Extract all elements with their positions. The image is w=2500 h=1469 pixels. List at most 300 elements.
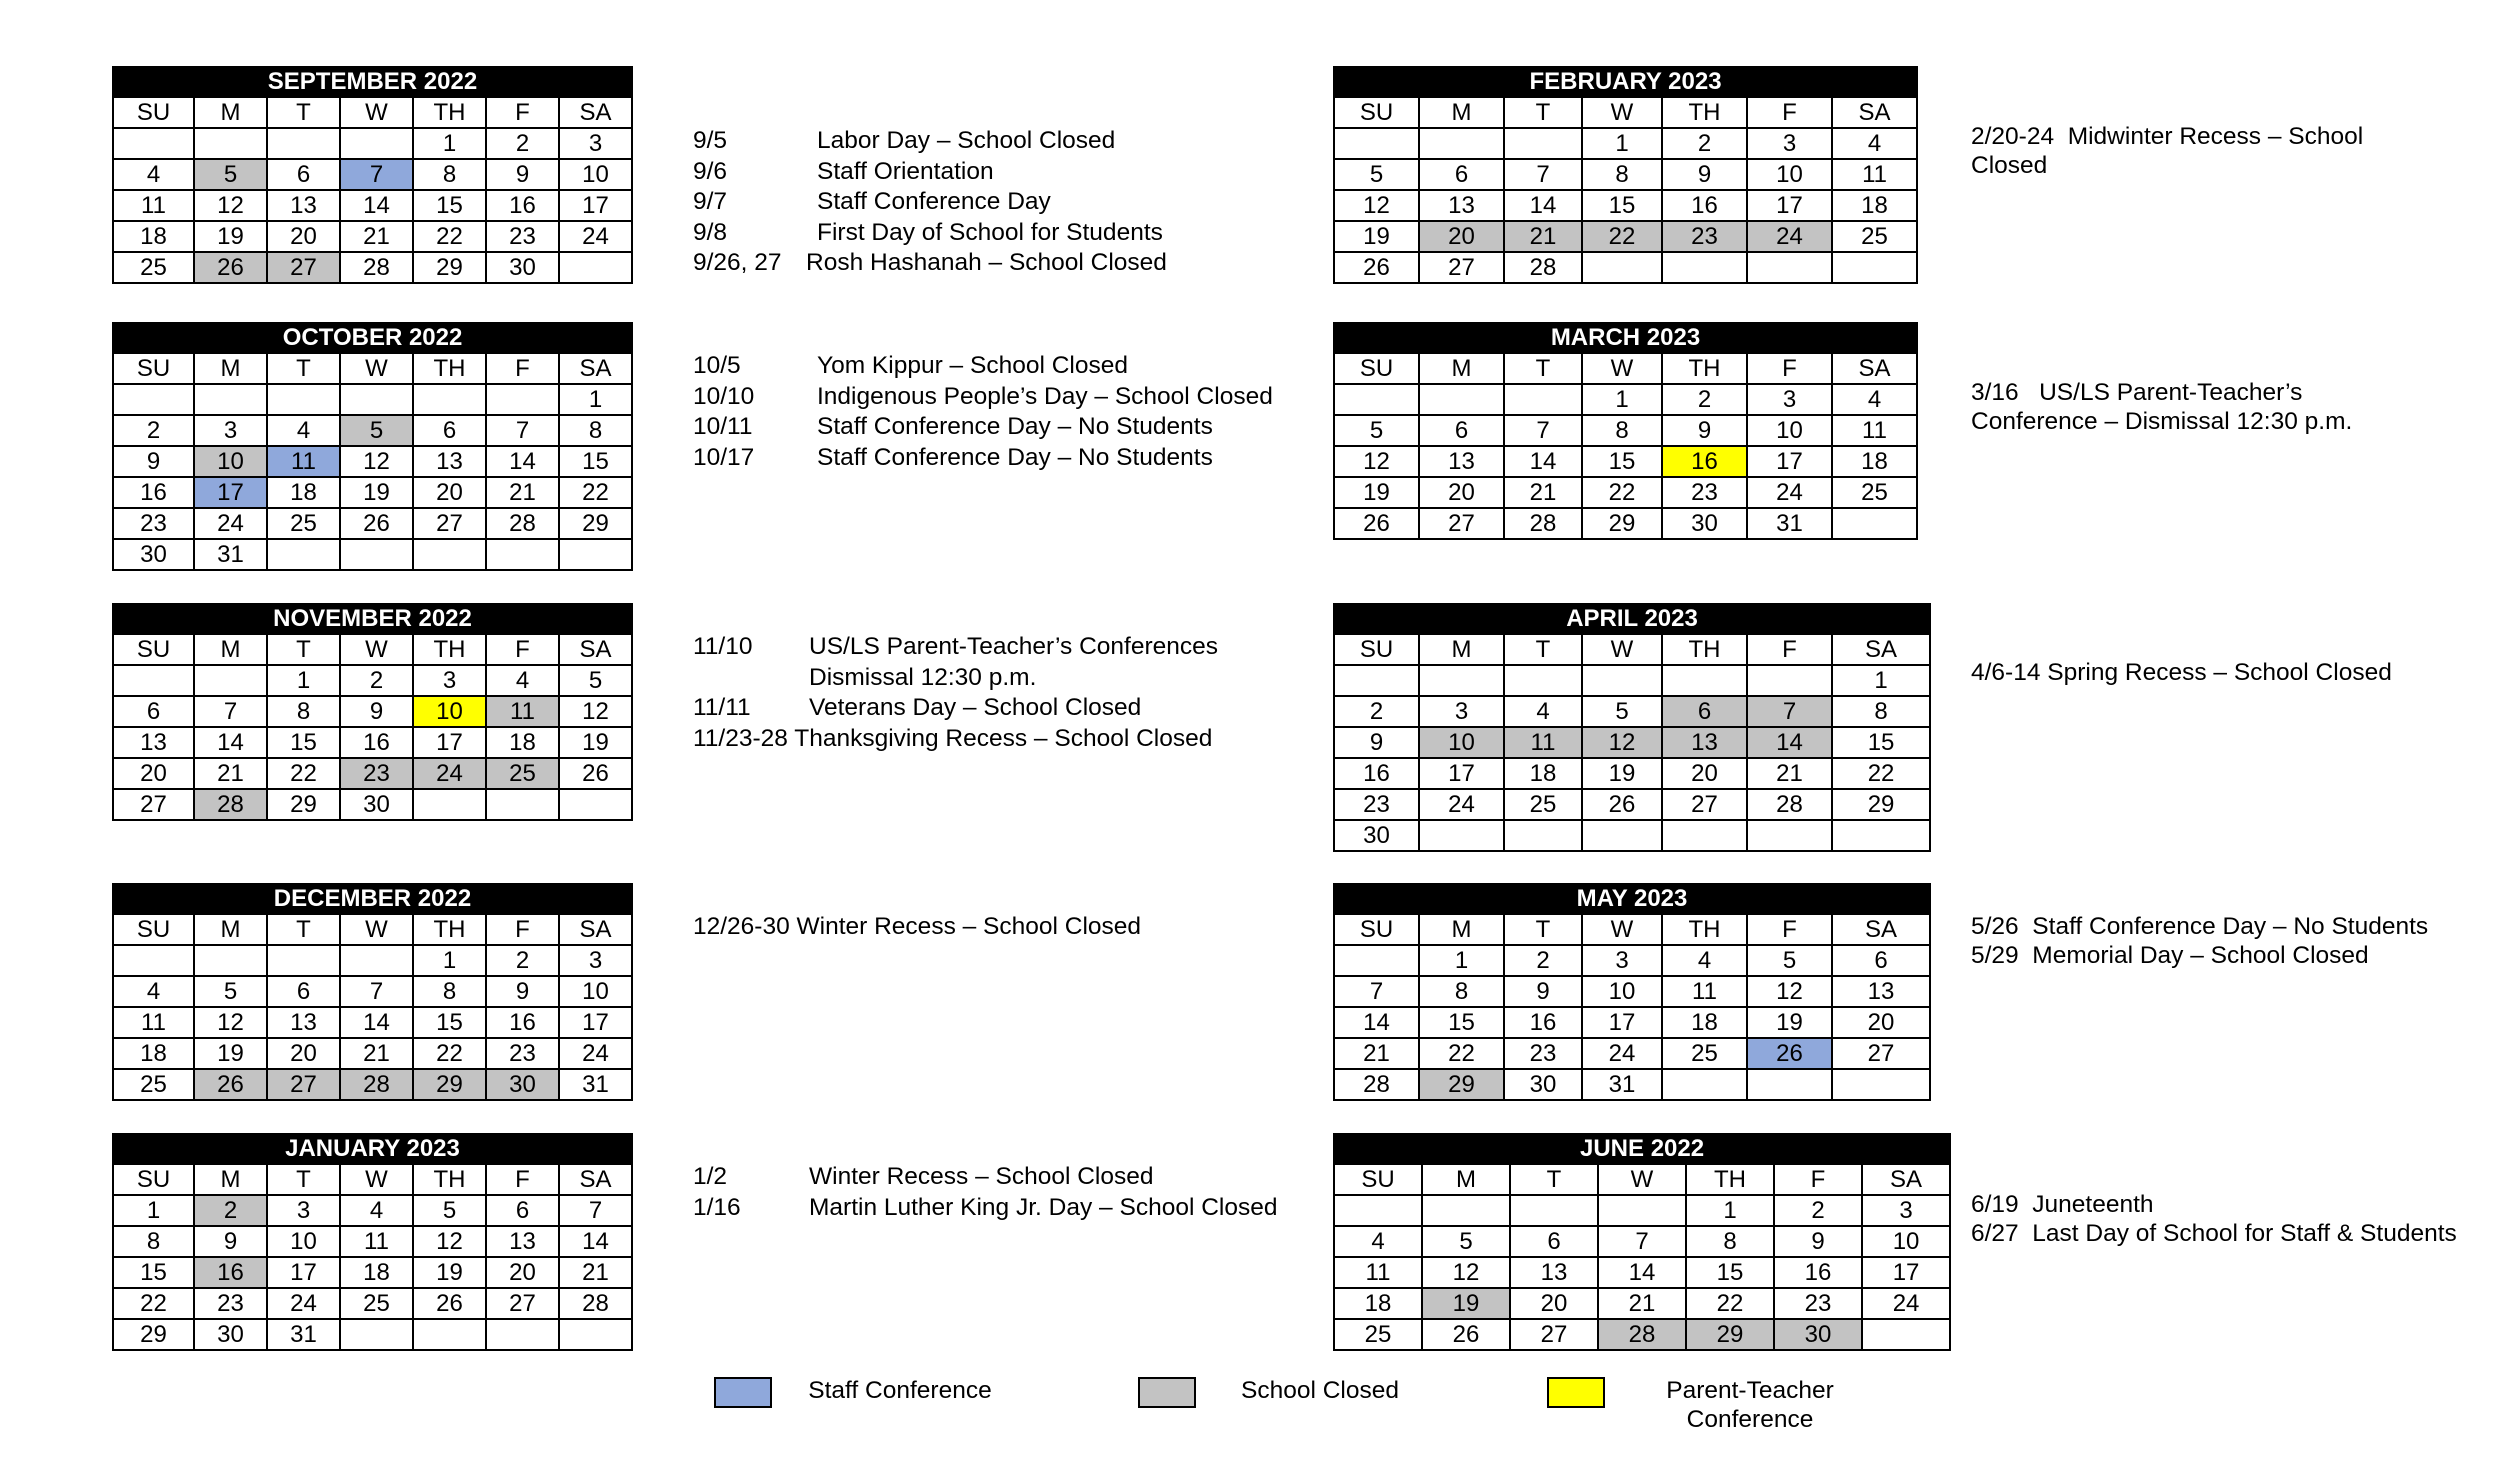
weekday-header: SU <box>113 634 194 665</box>
event-note <box>693 382 1313 413</box>
legend-swatch-staff <box>714 1377 772 1408</box>
day-cell: 15 <box>1832 727 1930 758</box>
day-cell: 31 <box>267 1319 340 1350</box>
weekday-header: SU <box>113 353 194 384</box>
day-cell: 21 <box>340 1038 413 1069</box>
day-cell: 29 <box>1686 1319 1774 1350</box>
week-row <box>113 1195 632 1226</box>
day-cell: 19 <box>413 1257 486 1288</box>
day-cell: 22 <box>559 477 632 508</box>
weekday-header: SU <box>1334 634 1419 665</box>
day-cell: 18 <box>1832 190 1917 221</box>
day-cell: 4 <box>1334 1226 1422 1257</box>
day-cell <box>267 539 340 570</box>
day-cell: 29 <box>413 252 486 283</box>
day-cell: 7 <box>1747 696 1832 727</box>
day-cell: 12 <box>1422 1257 1510 1288</box>
week-row <box>113 665 632 696</box>
day-cell: 25 <box>1662 1038 1747 1069</box>
day-cell: 17 <box>194 477 267 508</box>
day-cell: 13 <box>1510 1257 1598 1288</box>
day-cell <box>1747 1069 1832 1100</box>
event-note <box>693 912 1313 943</box>
day-cell: 25 <box>1334 1319 1422 1350</box>
day-cell: 24 <box>1862 1288 1950 1319</box>
week-row <box>1334 190 1917 221</box>
weekday-header: T <box>267 914 340 945</box>
day-cell: 28 <box>1504 252 1582 283</box>
event-note <box>693 724 1313 755</box>
day-cell: 12 <box>1582 727 1662 758</box>
event-date: 11/10 <box>693 633 753 660</box>
day-cell: 2 <box>340 665 413 696</box>
weekday-header: TH <box>1662 97 1747 128</box>
week-row <box>113 1038 632 1069</box>
day-cell: 7 <box>1598 1226 1686 1257</box>
day-cell: 9 <box>486 159 559 190</box>
day-cell: 10 <box>194 446 267 477</box>
day-cell <box>1504 128 1582 159</box>
weekday-header: W <box>1582 353 1662 384</box>
day-cell: 13 <box>413 446 486 477</box>
day-cell: 25 <box>113 252 194 283</box>
event-text: First Day of School for Students <box>817 218 1163 246</box>
event-date: 10/11 <box>693 413 753 440</box>
week-row <box>1334 696 1930 727</box>
weekday-header: T <box>1504 634 1582 665</box>
day-cell: 19 <box>1422 1288 1510 1319</box>
event-note <box>693 693 1313 724</box>
day-cell: 27 <box>113 789 194 820</box>
event-date: 9/5 <box>693 127 728 154</box>
event-notes <box>693 912 1313 943</box>
event-notes-right <box>1971 122 2481 180</box>
day-cell: 12 <box>413 1226 486 1257</box>
day-cell: 23 <box>486 1038 559 1069</box>
day-cell: 9 <box>340 696 413 727</box>
day-cell: 23 <box>1662 477 1747 508</box>
day-cell: 27 <box>1510 1319 1598 1350</box>
weekday-header: W <box>340 97 413 128</box>
day-cell <box>1832 820 1930 851</box>
event-note: 3/16 US/LS Parent-Teacher’s Conference – Dismissal 12:30 p.m. <box>1971 379 2353 435</box>
day-cell: 13 <box>267 1007 340 1038</box>
week-row <box>1334 446 1917 477</box>
weekday-header: SU <box>113 97 194 128</box>
day-cell: 8 <box>413 159 486 190</box>
day-cell: 11 <box>1832 415 1917 446</box>
week-row <box>113 252 632 283</box>
day-cell <box>559 1319 632 1350</box>
day-cell: 31 <box>1582 1069 1662 1100</box>
day-cell: 10 <box>1582 976 1662 1007</box>
day-cell: 4 <box>340 1195 413 1226</box>
day-cell: 5 <box>1422 1226 1510 1257</box>
weekday-header: F <box>486 353 559 384</box>
day-cell: 8 <box>1419 976 1504 1007</box>
weekday-header: F <box>1747 97 1832 128</box>
event-date: 10/17 <box>693 443 755 471</box>
day-cell: 5 <box>194 159 267 190</box>
weekday-header: TH <box>413 1164 486 1195</box>
day-cell: 14 <box>1334 1007 1419 1038</box>
day-cell <box>113 945 194 976</box>
day-cell: 10 <box>1747 159 1832 190</box>
week-row <box>113 159 632 190</box>
week-row <box>1334 1226 1950 1257</box>
day-cell: 3 <box>559 128 632 159</box>
event-note <box>693 412 1313 443</box>
day-cell: 13 <box>1419 446 1504 477</box>
week-row <box>113 539 632 570</box>
day-cell: 26 <box>194 252 267 283</box>
day-cell <box>1598 1195 1686 1226</box>
event-text: 11/23-28 Thanksgiving Recess – School Closed <box>693 724 1213 752</box>
day-cell: 29 <box>113 1319 194 1350</box>
day-cell: 6 <box>267 159 340 190</box>
legend-swatch-closed <box>1138 1377 1196 1408</box>
day-cell: 8 <box>113 1226 194 1257</box>
day-cell: 21 <box>1334 1038 1419 1069</box>
day-cell: 29 <box>1419 1069 1504 1100</box>
day-cell: 7 <box>1504 159 1582 190</box>
week-row <box>113 1257 632 1288</box>
day-cell: 21 <box>486 477 559 508</box>
day-cell <box>113 384 194 415</box>
day-cell: 20 <box>113 758 194 789</box>
day-cell <box>1662 665 1747 696</box>
event-note: 4/6-14 Spring Recess – School Closed <box>1971 659 2392 686</box>
day-cell: 11 <box>340 1226 413 1257</box>
event-date: 1/2 <box>693 1163 728 1190</box>
weekday-header: T <box>1504 353 1582 384</box>
weekday-header: SU <box>113 1164 194 1195</box>
day-cell: 3 <box>559 945 632 976</box>
day-cell: 18 <box>1334 1288 1422 1319</box>
weekday-header: SU <box>1334 1164 1422 1195</box>
month-calendar <box>1333 603 1931 852</box>
day-cell: 28 <box>486 508 559 539</box>
day-cell <box>340 128 413 159</box>
weekday-header: F <box>486 914 559 945</box>
week-row <box>113 1007 632 1038</box>
weekday-header: M <box>1422 1164 1510 1195</box>
day-cell: 16 <box>486 1007 559 1038</box>
week-row <box>113 1069 632 1100</box>
day-cell: 25 <box>1832 221 1917 252</box>
day-cell: 4 <box>113 159 194 190</box>
day-cell: 4 <box>1504 696 1582 727</box>
weekday-header: T <box>267 634 340 665</box>
day-cell <box>1747 252 1832 283</box>
week-row <box>1334 1288 1950 1319</box>
day-cell: 3 <box>194 415 267 446</box>
month-calendar <box>112 66 633 284</box>
day-cell: 20 <box>267 1038 340 1069</box>
day-cell: 3 <box>1419 696 1504 727</box>
week-row <box>1334 976 1930 1007</box>
day-cell: 2 <box>1662 128 1747 159</box>
event-text: Staff Conference Day – No Students <box>817 413 1213 440</box>
day-cell: 16 <box>1334 758 1419 789</box>
day-cell: 9 <box>486 976 559 1007</box>
day-cell: 25 <box>1504 789 1582 820</box>
week-row <box>113 1288 632 1319</box>
day-cell: 23 <box>1334 789 1419 820</box>
event-text: Indigenous People’s Day – School Closed <box>817 382 1273 410</box>
day-cell: 2 <box>1774 1195 1862 1226</box>
week-row <box>113 477 632 508</box>
day-cell: 19 <box>1334 221 1419 252</box>
day-cell: 25 <box>486 758 559 789</box>
day-cell: 20 <box>486 1257 559 1288</box>
day-cell: 22 <box>1582 221 1662 252</box>
day-cell: 24 <box>559 221 632 252</box>
day-cell <box>486 789 559 820</box>
week-row <box>113 1226 632 1257</box>
event-text: Labor Day – School Closed <box>817 127 1116 154</box>
day-cell: 30 <box>113 539 194 570</box>
day-cell: 20 <box>1419 477 1504 508</box>
event-date: 9/6 <box>693 157 728 185</box>
month-calendar <box>112 883 633 1101</box>
day-cell: 9 <box>194 1226 267 1257</box>
day-cell: 16 <box>1662 190 1747 221</box>
weekday-header: M <box>1419 353 1504 384</box>
day-cell <box>1862 1319 1950 1350</box>
week-row <box>1334 508 1917 539</box>
day-cell: 28 <box>1504 508 1582 539</box>
day-cell: 26 <box>1334 508 1419 539</box>
day-cell: 9 <box>113 446 194 477</box>
month-calendar <box>1333 883 1931 1101</box>
weekday-header: F <box>486 634 559 665</box>
day-cell <box>1334 128 1419 159</box>
month-calendar <box>112 603 633 821</box>
weekday-header: W <box>1582 97 1662 128</box>
month-calendar <box>1333 66 1918 284</box>
day-cell <box>1334 1195 1422 1226</box>
day-cell: 28 <box>194 789 267 820</box>
day-cell: 6 <box>1662 696 1747 727</box>
day-cell: 14 <box>559 1226 632 1257</box>
day-cell <box>1662 1069 1747 1100</box>
day-cell: 2 <box>1662 384 1747 415</box>
day-cell <box>194 665 267 696</box>
day-cell: 10 <box>559 976 632 1007</box>
day-cell: 24 <box>413 758 486 789</box>
day-cell: 5 <box>194 976 267 1007</box>
day-cell: 19 <box>559 727 632 758</box>
weekday-header: T <box>267 1164 340 1195</box>
weekday-header: SU <box>113 914 194 945</box>
day-cell: 18 <box>113 1038 194 1069</box>
day-cell <box>486 1319 559 1350</box>
day-cell: 6 <box>413 415 486 446</box>
week-row <box>1334 384 1917 415</box>
event-text: Dismissal 12:30 p.m. <box>809 663 1037 691</box>
day-cell: 11 <box>113 1007 194 1038</box>
day-cell: 10 <box>1419 727 1504 758</box>
day-cell: 27 <box>413 508 486 539</box>
event-note <box>693 351 1313 382</box>
day-cell: 23 <box>1774 1288 1862 1319</box>
day-cell: 6 <box>113 696 194 727</box>
day-cell: 24 <box>1747 221 1832 252</box>
day-cell: 9 <box>1662 415 1747 446</box>
day-cell: 14 <box>1598 1257 1686 1288</box>
day-cell <box>340 945 413 976</box>
day-cell <box>1419 665 1504 696</box>
day-cell: 2 <box>194 1195 267 1226</box>
day-cell <box>113 128 194 159</box>
day-cell: 27 <box>486 1288 559 1319</box>
day-cell: 4 <box>1832 128 1917 159</box>
day-cell: 26 <box>1582 789 1662 820</box>
event-date: 9/8 <box>693 218 728 246</box>
day-cell <box>486 384 559 415</box>
day-cell: 2 <box>1504 945 1582 976</box>
day-cell: 1 <box>1419 945 1504 976</box>
day-cell: 20 <box>267 221 340 252</box>
event-text: US/LS Parent-Teacher’s Conferences <box>809 633 1218 660</box>
weekday-header: SA <box>559 97 632 128</box>
day-cell: 21 <box>559 1257 632 1288</box>
event-note <box>693 218 1313 249</box>
event-text: 12/26-30 Winter Recess – School Closed <box>693 913 1142 940</box>
week-row <box>113 727 632 758</box>
day-cell: 29 <box>1582 508 1662 539</box>
weekday-header: M <box>1419 97 1504 128</box>
day-cell: 16 <box>1504 1007 1582 1038</box>
day-cell: 17 <box>559 1007 632 1038</box>
day-cell: 3 <box>267 1195 340 1226</box>
event-note <box>693 443 1313 474</box>
week-row <box>113 221 632 252</box>
weekday-header: M <box>194 353 267 384</box>
day-cell <box>559 252 632 283</box>
day-cell <box>1582 665 1662 696</box>
legend <box>0 1370 2500 1450</box>
day-cell: 11 <box>1504 727 1582 758</box>
day-cell: 2 <box>486 945 559 976</box>
day-cell: 26 <box>1422 1319 1510 1350</box>
day-cell: 15 <box>1686 1257 1774 1288</box>
day-cell <box>1334 945 1419 976</box>
day-cell: 9 <box>1334 727 1419 758</box>
day-cell: 30 <box>1774 1319 1862 1350</box>
day-cell: 22 <box>1686 1288 1774 1319</box>
day-cell: 16 <box>1662 446 1747 477</box>
weekday-header: SA <box>559 634 632 665</box>
day-cell <box>413 789 486 820</box>
event-note <box>693 1193 1313 1224</box>
month-calendar <box>112 322 633 571</box>
week-row <box>1334 1007 1930 1038</box>
week-row <box>113 789 632 820</box>
day-cell <box>1582 820 1662 851</box>
day-cell: 27 <box>267 1069 340 1100</box>
event-date: 11/11 <box>693 694 751 721</box>
day-cell: 17 <box>1419 758 1504 789</box>
day-cell: 14 <box>486 446 559 477</box>
weekday-header: W <box>340 634 413 665</box>
day-cell: 18 <box>1662 1007 1747 1038</box>
weekday-header: F <box>1747 353 1832 384</box>
day-cell <box>194 384 267 415</box>
day-cell: 23 <box>1662 221 1747 252</box>
week-row <box>1334 477 1917 508</box>
weekday-header: F <box>1747 914 1832 945</box>
day-cell <box>194 128 267 159</box>
week-row <box>1334 221 1917 252</box>
day-cell: 14 <box>1747 727 1832 758</box>
day-cell: 11 <box>1832 159 1917 190</box>
event-note <box>693 1162 1313 1193</box>
day-cell <box>1419 820 1504 851</box>
day-cell: 5 <box>1582 696 1662 727</box>
day-cell: 7 <box>340 159 413 190</box>
weekday-header: M <box>1419 914 1504 945</box>
day-cell: 10 <box>1747 415 1832 446</box>
legend-label-staff: Staff Conference <box>808 1377 992 1404</box>
day-cell: 4 <box>113 976 194 1007</box>
week-row <box>1334 252 1917 283</box>
day-cell: 7 <box>486 415 559 446</box>
day-cell: 30 <box>340 789 413 820</box>
day-cell: 17 <box>1747 190 1832 221</box>
month-title: FEBRUARY 2023 <box>1334 67 1917 97</box>
month-title: NOVEMBER 2022 <box>113 604 632 634</box>
weekday-header: TH <box>1662 914 1747 945</box>
day-cell: 2 <box>113 415 194 446</box>
month-title: JANUARY 2023 <box>113 1134 632 1164</box>
day-cell: 8 <box>1582 415 1662 446</box>
day-cell: 14 <box>1504 190 1582 221</box>
day-cell <box>1747 820 1832 851</box>
day-cell: 15 <box>413 190 486 221</box>
event-note: 2/20-24 Midwinter Recess – School Closed <box>1971 123 2364 179</box>
weekday-header: SA <box>1832 914 1930 945</box>
day-cell <box>1510 1195 1598 1226</box>
day-cell: 17 <box>559 190 632 221</box>
day-cell: 28 <box>1598 1319 1686 1350</box>
day-cell: 25 <box>267 508 340 539</box>
day-cell <box>194 945 267 976</box>
day-cell: 30 <box>1662 508 1747 539</box>
week-row <box>113 696 632 727</box>
day-cell <box>1419 128 1504 159</box>
day-cell: 21 <box>1598 1288 1686 1319</box>
day-cell: 8 <box>267 696 340 727</box>
day-cell: 24 <box>1419 789 1504 820</box>
week-row <box>1334 415 1917 446</box>
day-cell: 22 <box>1582 477 1662 508</box>
week-row <box>113 128 632 159</box>
week-row <box>1334 159 1917 190</box>
weekday-header: SA <box>1832 97 1917 128</box>
week-row <box>1334 820 1930 851</box>
day-cell <box>1832 252 1917 283</box>
day-cell: 13 <box>1662 727 1747 758</box>
event-text: Rosh Hashanah – School Closed <box>806 249 1167 276</box>
day-cell: 20 <box>1510 1288 1598 1319</box>
weekday-header: T <box>267 97 340 128</box>
day-cell: 18 <box>486 727 559 758</box>
day-cell: 14 <box>1504 446 1582 477</box>
day-cell: 30 <box>486 1069 559 1100</box>
month-title: APRIL 2023 <box>1334 604 1930 634</box>
